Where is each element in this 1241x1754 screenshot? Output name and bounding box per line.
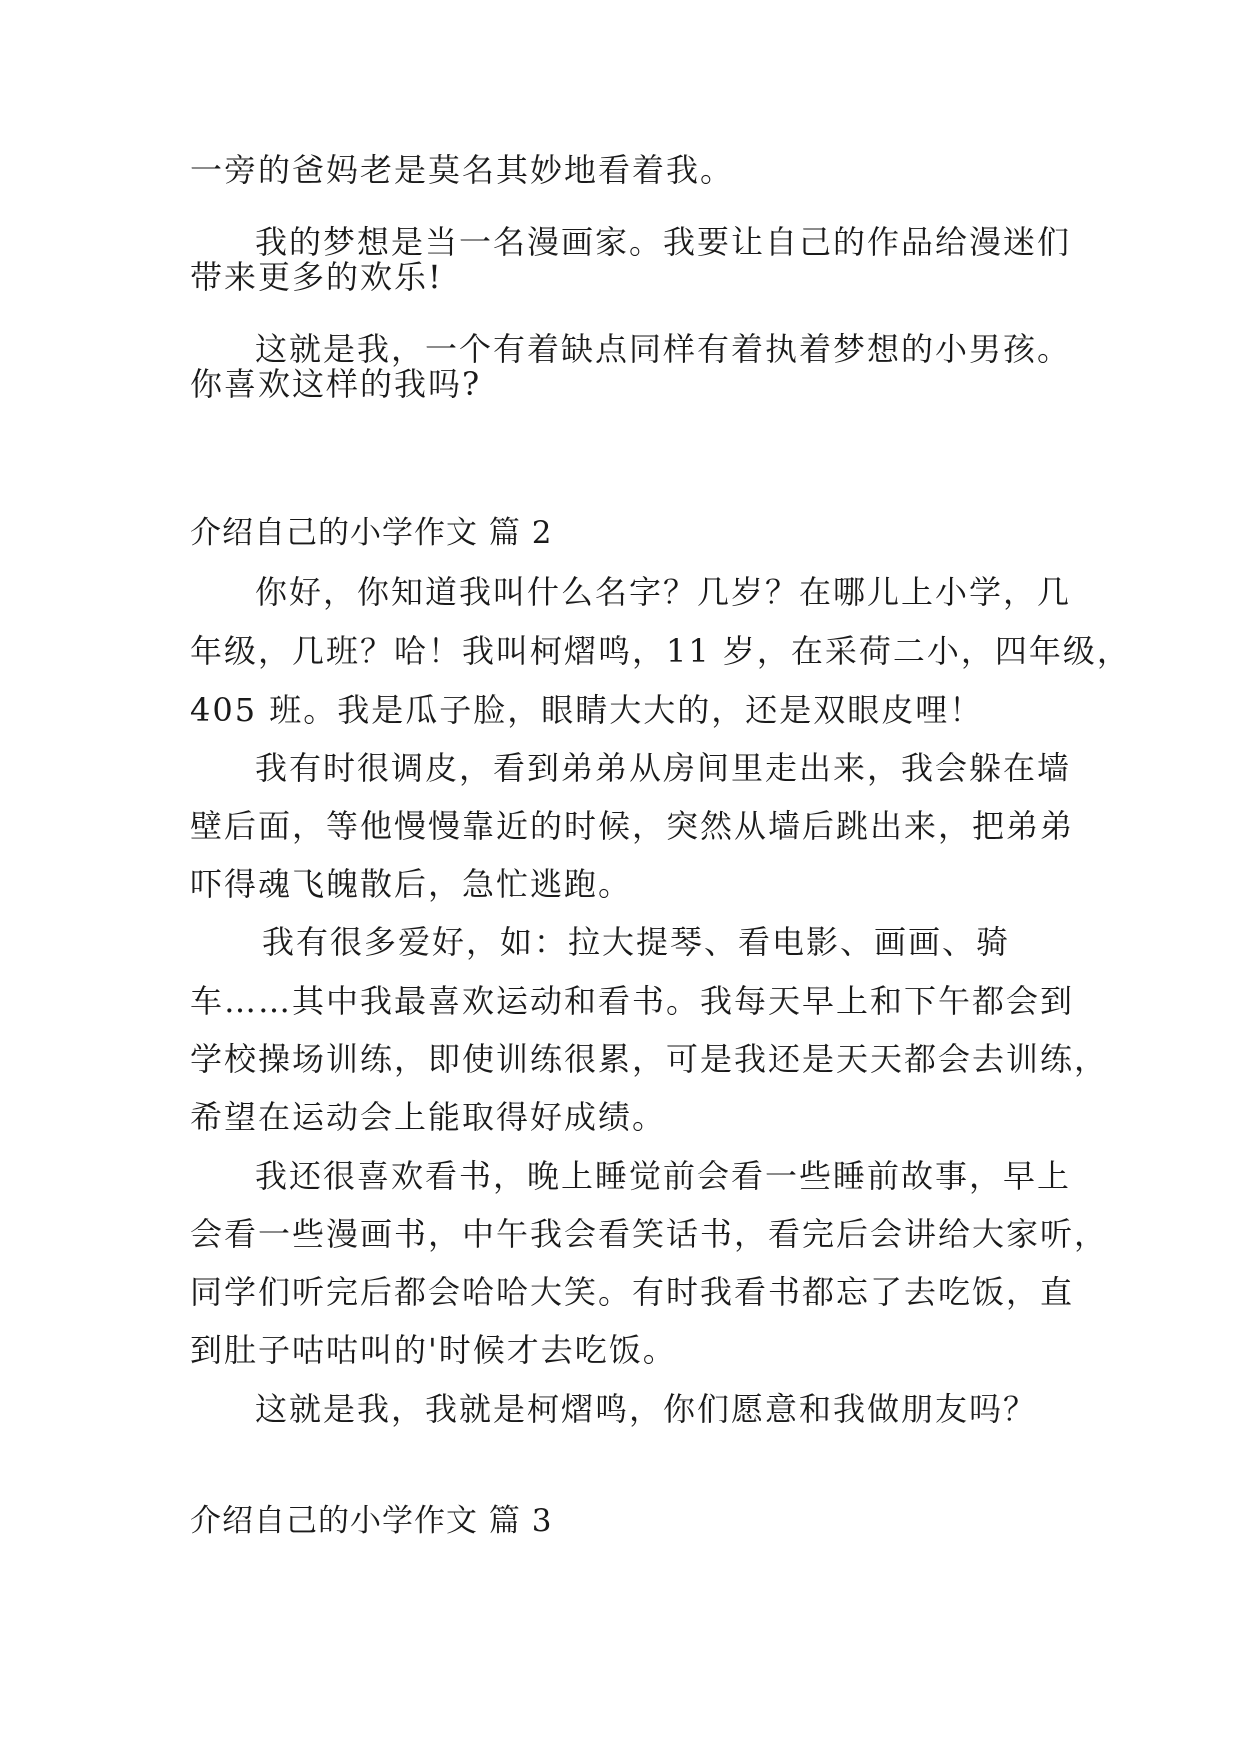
text-line: 我的梦想是当一名漫画家。我要让自己的作品给漫迷们: [255, 223, 1072, 261]
text-line: 车……其中我最喜欢运动和看书。我每天早上和下午都会到: [190, 982, 1075, 1020]
text-line: 学校操场训练，即使训练很累，可是我还是天天都会去训练，: [190, 1040, 1109, 1078]
text-line: 我还很喜欢看书，晚上睡觉前会看一些睡前故事，早上: [255, 1157, 1072, 1195]
text-line: 这就是我，我就是柯熠鸣，你们愿意和我做朋友吗？: [255, 1390, 1038, 1428]
text-line: 我有很多爱好，如：拉大提琴、看电影、画画、骑: [262, 923, 1011, 961]
text-line: 壁后面，等他慢慢靠近的时候，突然从墙后跳出来，把弟弟: [190, 807, 1075, 845]
text-line: 你好，你知道我叫什么名字？几岁？在哪儿上小学，几: [255, 573, 1072, 611]
section-heading: 介绍自己的小学作文 篇 3: [190, 1503, 553, 1539]
text-line: 同学们听完后都会哈哈大笑。有时我看书都忘了去吃饭，直: [190, 1273, 1075, 1311]
text-line: 吓得魂飞魄散后，急忙逃跑。: [190, 865, 633, 903]
section-heading: 介绍自己的小学作文 篇 2: [190, 515, 553, 551]
text-line: 你喜欢这样的我吗?: [190, 365, 482, 403]
text-line: 带来更多的欢乐!: [190, 258, 443, 296]
text-line: 到肚子咕咕叫的'时候才去吃饭。: [190, 1331, 677, 1369]
text-line: 会看一些漫画书，中午我会看笑话书，看完后会讲给大家听，: [190, 1215, 1109, 1253]
text-line: 一旁的爸妈老是莫名其妙地看着我。: [190, 151, 735, 189]
text-line: 我有时很调皮，看到弟弟从房间里走出来，我会躲在墙: [255, 749, 1072, 787]
text-line: 年级，几班？哈！我叫柯熠鸣，11 岁，在采荷二小，四年级，: [190, 632, 1131, 670]
text-line: 这就是我，一个有着缺点同样有着执着梦想的小男孩。: [255, 330, 1072, 368]
text-line: 405 班。我是瓜子脸，眼睛大大的，还是双眼皮哩！: [190, 691, 984, 729]
text-line: 希望在运动会上能取得好成绩。: [190, 1098, 667, 1136]
